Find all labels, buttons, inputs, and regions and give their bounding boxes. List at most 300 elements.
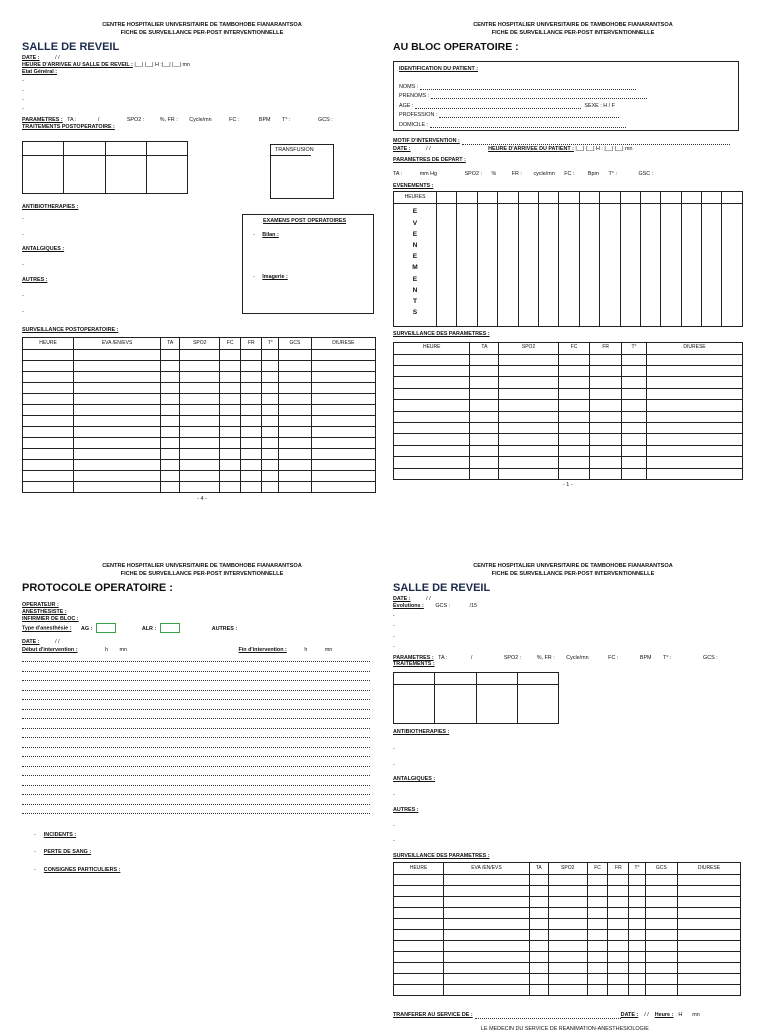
dotted-line[interactable] (22, 710, 370, 720)
table-cell[interactable] (241, 427, 262, 438)
table-cell[interactable] (470, 423, 499, 434)
dotted-line[interactable] (22, 700, 370, 710)
table-cell[interactable] (394, 377, 470, 388)
event-cell[interactable] (722, 204, 743, 327)
table-cell[interactable] (279, 350, 312, 361)
table-cell[interactable] (23, 372, 74, 383)
event-col-header[interactable] (518, 192, 538, 204)
table-cell[interactable] (629, 875, 645, 886)
table-cell[interactable] (558, 400, 590, 411)
dotted-line[interactable] (22, 805, 370, 815)
table-cell[interactable] (629, 985, 645, 996)
table-cell[interactable] (444, 908, 529, 919)
table-cell[interactable] (161, 471, 180, 482)
table-cell[interactable] (241, 383, 262, 394)
grid-cell[interactable] (146, 155, 187, 193)
table-cell[interactable] (645, 941, 677, 952)
table-cell[interactable] (241, 394, 262, 405)
table-cell[interactable] (622, 445, 647, 456)
table-cell[interactable] (499, 411, 558, 422)
table-cell[interactable] (587, 930, 608, 941)
table-cell[interactable] (622, 468, 647, 479)
event-col-header[interactable] (722, 192, 743, 204)
table-cell[interactable] (529, 875, 548, 886)
table-cell[interactable] (180, 460, 220, 471)
table-cell[interactable] (220, 471, 241, 482)
table-cell[interactable] (590, 411, 622, 422)
table-cell[interactable] (548, 875, 587, 886)
table-cell[interactable] (279, 394, 312, 405)
table-cell[interactable] (470, 354, 499, 365)
table-cell[interactable] (180, 361, 220, 372)
table-cell[interactable] (590, 445, 622, 456)
event-col-header[interactable] (477, 192, 497, 204)
table-cell[interactable] (279, 449, 312, 460)
table-cell[interactable] (629, 897, 645, 908)
table-cell[interactable] (161, 383, 180, 394)
arrival-fields[interactable]: |__| |__| H : |__| |__| mn (575, 145, 633, 152)
table-cell[interactable] (241, 416, 262, 427)
table-cell[interactable] (180, 350, 220, 361)
table-cell[interactable] (311, 460, 375, 471)
table-cell[interactable] (444, 875, 529, 886)
table-cell[interactable] (311, 482, 375, 493)
table-cell[interactable] (394, 974, 444, 985)
table-cell[interactable] (74, 405, 161, 416)
table-cell[interactable] (558, 388, 590, 399)
table-cell[interactable] (220, 449, 241, 460)
table-cell[interactable] (262, 372, 279, 383)
dotted-line[interactable] (22, 795, 370, 805)
table-cell[interactable] (180, 383, 220, 394)
table-cell[interactable] (394, 457, 470, 468)
grid-cell[interactable] (23, 141, 64, 155)
event-cell[interactable] (661, 204, 681, 327)
table-cell[interactable] (180, 471, 220, 482)
table-cell[interactable] (499, 445, 558, 456)
event-cell[interactable] (559, 204, 579, 327)
table-cell[interactable] (677, 875, 740, 886)
table-cell[interactable] (241, 372, 262, 383)
table-cell[interactable] (529, 930, 548, 941)
dotted-line[interactable] (22, 653, 370, 663)
table-cell[interactable] (558, 445, 590, 456)
table-cell[interactable] (622, 411, 647, 422)
table-cell[interactable] (647, 434, 743, 445)
transfer-field[interactable] (475, 1009, 621, 1019)
table-cell[interactable] (74, 372, 161, 383)
table-cell[interactable] (548, 963, 587, 974)
table-cell[interactable] (677, 952, 740, 963)
table-cell[interactable] (548, 897, 587, 908)
table-cell[interactable] (645, 985, 677, 996)
table-cell[interactable] (499, 423, 558, 434)
table-cell[interactable] (622, 366, 647, 377)
table-cell[interactable] (23, 471, 74, 482)
table-cell[interactable] (241, 361, 262, 372)
table-cell[interactable] (629, 963, 645, 974)
table-cell[interactable] (262, 471, 279, 482)
table-cell[interactable] (470, 434, 499, 445)
table-cell[interactable] (161, 449, 180, 460)
table-cell[interactable] (558, 354, 590, 365)
table-cell[interactable] (241, 405, 262, 416)
table-cell[interactable] (677, 908, 740, 919)
table-cell[interactable] (180, 416, 220, 427)
table-cell[interactable] (622, 388, 647, 399)
table-cell[interactable] (220, 460, 241, 471)
table-cell[interactable] (608, 897, 629, 908)
table-cell[interactable] (629, 974, 645, 985)
event-col-header[interactable] (661, 192, 681, 204)
event-cell[interactable] (579, 204, 599, 327)
table-cell[interactable] (262, 361, 279, 372)
table-cell[interactable] (311, 416, 375, 427)
table-cell[interactable] (311, 361, 375, 372)
examens-box[interactable] (242, 214, 374, 314)
dotted-line[interactable] (22, 767, 370, 777)
table-cell[interactable] (590, 366, 622, 377)
table-cell[interactable] (529, 908, 548, 919)
table-cell[interactable] (529, 919, 548, 930)
table-cell[interactable] (629, 908, 645, 919)
table-cell[interactable] (262, 416, 279, 427)
table-cell[interactable] (608, 886, 629, 897)
table-cell[interactable] (590, 388, 622, 399)
table-cell[interactable] (161, 482, 180, 493)
table-cell[interactable] (608, 875, 629, 886)
table-cell[interactable] (470, 400, 499, 411)
table-cell[interactable] (161, 438, 180, 449)
table-cell[interactable] (587, 875, 608, 886)
table-cell[interactable] (529, 974, 548, 985)
event-cell[interactable] (620, 204, 640, 327)
table-cell[interactable] (74, 427, 161, 438)
table-cell[interactable] (558, 377, 590, 388)
table-cell[interactable] (677, 930, 740, 941)
table-cell[interactable] (220, 361, 241, 372)
table-cell[interactable] (220, 482, 241, 493)
table-cell[interactable] (548, 974, 587, 985)
grid-cell[interactable] (435, 673, 476, 685)
table-cell[interactable] (470, 445, 499, 456)
table-cell[interactable] (590, 400, 622, 411)
table-cell[interactable] (311, 438, 375, 449)
table-cell[interactable] (645, 930, 677, 941)
dotted-line[interactable] (22, 757, 370, 767)
table-cell[interactable] (647, 354, 743, 365)
table-cell[interactable] (279, 416, 312, 427)
table-cell[interactable] (394, 400, 470, 411)
event-col-header[interactable] (437, 192, 457, 204)
table-cell[interactable] (279, 361, 312, 372)
table-cell[interactable] (161, 394, 180, 405)
table-cell[interactable] (74, 416, 161, 427)
table-cell[interactable] (677, 985, 740, 996)
grid-cell[interactable] (23, 155, 64, 193)
dotted-line[interactable] (22, 748, 370, 758)
event-cell[interactable] (477, 204, 497, 327)
table-cell[interactable] (647, 388, 743, 399)
table-cell[interactable] (262, 438, 279, 449)
table-cell[interactable] (677, 974, 740, 985)
table-cell[interactable] (645, 963, 677, 974)
table-cell[interactable] (311, 372, 375, 383)
table-cell[interactable] (444, 886, 529, 897)
dotted-line[interactable] (22, 786, 370, 796)
table-cell[interactable] (311, 427, 375, 438)
table-cell[interactable] (74, 471, 161, 482)
table-cell[interactable] (394, 445, 470, 456)
table-cell[interactable] (394, 388, 470, 399)
table-cell[interactable] (558, 457, 590, 468)
grid-cell[interactable] (435, 685, 476, 724)
grid-cell[interactable] (64, 141, 105, 155)
table-cell[interactable] (587, 897, 608, 908)
table-cell[interactable] (587, 952, 608, 963)
noms-field[interactable] (420, 80, 636, 90)
table-cell[interactable] (608, 963, 629, 974)
table-cell[interactable] (262, 350, 279, 361)
table-cell[interactable] (587, 919, 608, 930)
table-cell[interactable] (647, 366, 743, 377)
table-cell[interactable] (23, 416, 74, 427)
table-cell[interactable] (161, 460, 180, 471)
table-cell[interactable] (279, 482, 312, 493)
table-cell[interactable] (444, 930, 529, 941)
table-cell[interactable] (645, 875, 677, 886)
table-cell[interactable] (587, 886, 608, 897)
table-cell[interactable] (470, 377, 499, 388)
event-cell[interactable] (437, 204, 457, 327)
identification-box[interactable] (393, 61, 739, 131)
grid-cell[interactable] (476, 685, 517, 724)
table-cell[interactable] (608, 952, 629, 963)
table-cell[interactable] (558, 468, 590, 479)
table-cell[interactable] (629, 930, 645, 941)
event-cell[interactable] (518, 204, 538, 327)
grid-cell[interactable] (146, 141, 187, 155)
table-cell[interactable] (311, 471, 375, 482)
grid-cell[interactable] (517, 685, 558, 724)
table-cell[interactable] (23, 438, 74, 449)
table-cell[interactable] (548, 886, 587, 897)
table-cell[interactable] (241, 449, 262, 460)
table-cell[interactable] (629, 941, 645, 952)
table-cell[interactable] (311, 383, 375, 394)
table-cell[interactable] (279, 460, 312, 471)
table-cell[interactable] (220, 372, 241, 383)
table-cell[interactable] (394, 952, 444, 963)
table-cell[interactable] (548, 952, 587, 963)
table-cell[interactable] (647, 445, 743, 456)
table-cell[interactable] (608, 985, 629, 996)
grid-cell[interactable] (517, 673, 558, 685)
table-cell[interactable] (394, 886, 444, 897)
event-cell[interactable] (457, 204, 477, 327)
table-cell[interactable] (622, 400, 647, 411)
table-cell[interactable] (23, 482, 74, 493)
table-cell[interactable] (548, 985, 587, 996)
table-cell[interactable] (587, 908, 608, 919)
event-cell[interactable] (681, 204, 701, 327)
table-cell[interactable] (279, 438, 312, 449)
table-cell[interactable] (529, 941, 548, 952)
table-cell[interactable] (499, 354, 558, 365)
table-cell[interactable] (220, 394, 241, 405)
table-cell[interactable] (394, 908, 444, 919)
table-cell[interactable] (262, 427, 279, 438)
table-cell[interactable] (558, 411, 590, 422)
table-cell[interactable] (74, 482, 161, 493)
table-cell[interactable] (499, 366, 558, 377)
event-cell[interactable] (640, 204, 660, 327)
table-cell[interactable] (394, 897, 444, 908)
grid-cell[interactable] (105, 141, 146, 155)
table-cell[interactable] (23, 427, 74, 438)
table-cell[interactable] (241, 438, 262, 449)
event-cell[interactable] (498, 204, 518, 327)
table-cell[interactable] (499, 434, 558, 445)
table-cell[interactable] (74, 383, 161, 394)
table-cell[interactable] (529, 886, 548, 897)
table-cell[interactable] (161, 427, 180, 438)
grid-cell[interactable] (394, 685, 435, 724)
table-cell[interactable] (548, 941, 587, 952)
event-col-header[interactable] (620, 192, 640, 204)
table-cell[interactable] (629, 919, 645, 930)
table-cell[interactable] (444, 941, 529, 952)
table-cell[interactable] (23, 405, 74, 416)
table-cell[interactable] (220, 438, 241, 449)
table-cell[interactable] (180, 394, 220, 405)
table-cell[interactable] (608, 908, 629, 919)
table-cell[interactable] (647, 468, 743, 479)
event-col-header[interactable] (681, 192, 701, 204)
table-cell[interactable] (394, 985, 444, 996)
table-cell[interactable] (23, 350, 74, 361)
event-col-header[interactable] (702, 192, 722, 204)
table-cell[interactable] (220, 350, 241, 361)
table-cell[interactable] (647, 411, 743, 422)
table-cell[interactable] (558, 434, 590, 445)
dotted-line[interactable] (22, 681, 370, 691)
table-cell[interactable] (622, 434, 647, 445)
event-cell[interactable] (702, 204, 722, 327)
event-col-header[interactable] (538, 192, 558, 204)
table-cell[interactable] (470, 388, 499, 399)
table-cell[interactable] (590, 423, 622, 434)
motif-field[interactable] (462, 135, 730, 145)
table-cell[interactable] (529, 985, 548, 996)
table-cell[interactable] (444, 974, 529, 985)
table-cell[interactable] (470, 468, 499, 479)
prenoms-field[interactable] (431, 90, 647, 100)
table-cell[interactable] (74, 460, 161, 471)
table-cell[interactable] (74, 350, 161, 361)
event-col-header[interactable] (600, 192, 620, 204)
table-cell[interactable] (587, 963, 608, 974)
table-cell[interactable] (499, 388, 558, 399)
alr-checkbox[interactable] (160, 623, 180, 633)
table-cell[interactable] (161, 416, 180, 427)
table-cell[interactable] (499, 468, 558, 479)
table-cell[interactable] (608, 919, 629, 930)
table-cell[interactable] (499, 457, 558, 468)
table-cell[interactable] (161, 350, 180, 361)
table-cell[interactable] (647, 400, 743, 411)
table-cell[interactable] (529, 952, 548, 963)
arrival-fields[interactable]: |__| |__| H :|__| |__| mn (134, 61, 190, 68)
table-cell[interactable] (394, 963, 444, 974)
table-cell[interactable] (74, 449, 161, 460)
table-cell[interactable] (529, 963, 548, 974)
table-cell[interactable] (590, 434, 622, 445)
table-cell[interactable] (470, 411, 499, 422)
table-cell[interactable] (394, 919, 444, 930)
table-cell[interactable] (311, 449, 375, 460)
table-cell[interactable] (558, 423, 590, 434)
table-cell[interactable] (548, 908, 587, 919)
table-cell[interactable] (394, 468, 470, 479)
table-cell[interactable] (23, 449, 74, 460)
table-cell[interactable] (647, 377, 743, 388)
table-cell[interactable] (608, 974, 629, 985)
table-cell[interactable] (23, 394, 74, 405)
event-col-header[interactable] (559, 192, 579, 204)
dotted-line[interactable] (22, 719, 370, 729)
table-cell[interactable] (241, 350, 262, 361)
table-cell[interactable] (279, 471, 312, 482)
table-cell[interactable] (241, 460, 262, 471)
table-cell[interactable] (499, 377, 558, 388)
table-cell[interactable] (647, 457, 743, 468)
table-cell[interactable] (645, 886, 677, 897)
table-cell[interactable] (23, 460, 74, 471)
table-cell[interactable] (444, 985, 529, 996)
table-cell[interactable] (645, 952, 677, 963)
table-cell[interactable] (220, 405, 241, 416)
table-cell[interactable] (23, 383, 74, 394)
table-cell[interactable] (161, 372, 180, 383)
protocole-dotted-lines[interactable] (22, 653, 370, 815)
table-cell[interactable] (587, 941, 608, 952)
table-cell[interactable] (622, 354, 647, 365)
table-cell[interactable] (645, 974, 677, 985)
table-cell[interactable] (311, 405, 375, 416)
ag-checkbox[interactable] (96, 623, 116, 633)
table-cell[interactable] (161, 405, 180, 416)
table-cell[interactable] (587, 974, 608, 985)
table-cell[interactable] (548, 930, 587, 941)
table-cell[interactable] (74, 438, 161, 449)
table-cell[interactable] (262, 449, 279, 460)
table-cell[interactable] (394, 941, 444, 952)
table-cell[interactable] (677, 941, 740, 952)
event-cell[interactable] (600, 204, 620, 327)
table-cell[interactable] (180, 449, 220, 460)
transfusion-box[interactable] (270, 144, 334, 199)
dotted-line[interactable] (22, 729, 370, 739)
table-cell[interactable] (444, 919, 529, 930)
table-cell[interactable] (608, 930, 629, 941)
table-cell[interactable] (629, 952, 645, 963)
event-col-header[interactable] (579, 192, 599, 204)
grid-cell[interactable] (394, 673, 435, 685)
table-cell[interactable] (262, 405, 279, 416)
table-cell[interactable] (23, 361, 74, 372)
profession-field[interactable] (439, 109, 619, 119)
